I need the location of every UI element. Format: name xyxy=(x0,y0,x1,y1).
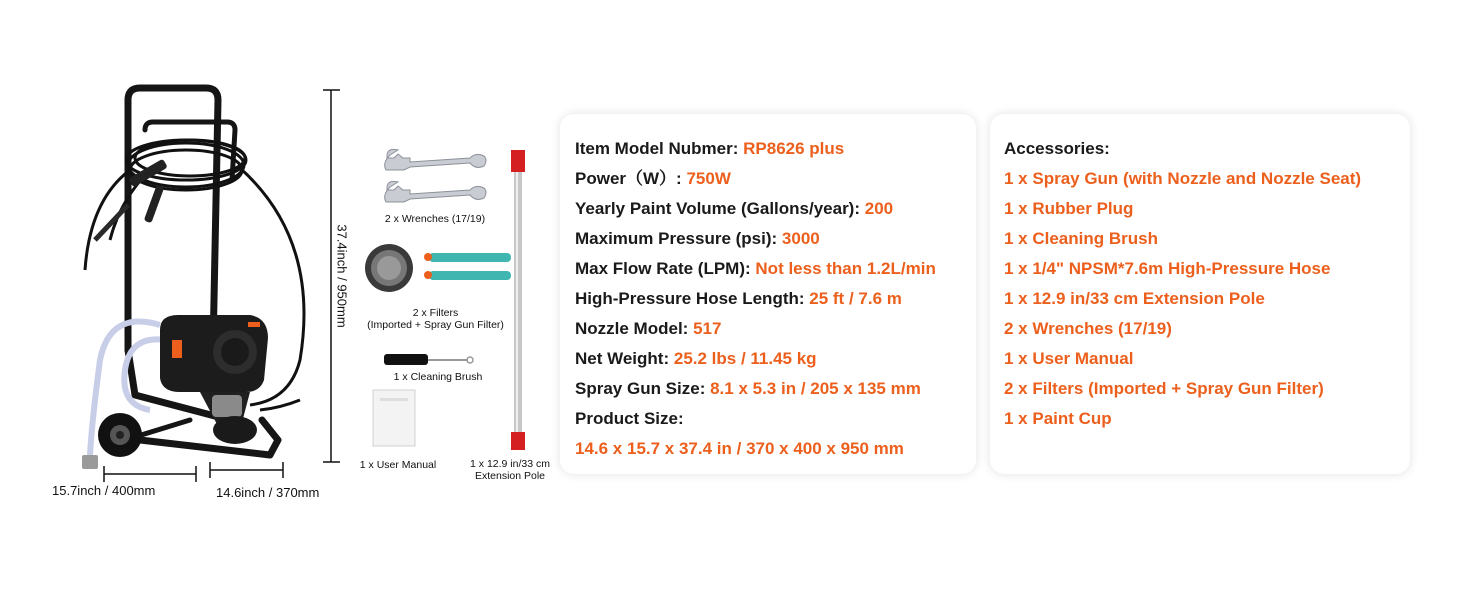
accessories-title: Accessories: xyxy=(1004,139,1110,158)
spec-label: Product Size: xyxy=(575,409,684,428)
wrenches-icon xyxy=(385,149,486,202)
spec-label: Nozzle Model: xyxy=(575,319,694,338)
spec-row-flow-rate xyxy=(575,254,976,284)
accessory-item: 1 x 1/4" NPSM*7.6m High-Pressure Hose xyxy=(1004,259,1331,278)
spec-row-model xyxy=(575,134,976,164)
spec-label: Max Flow Rate (LPM): xyxy=(575,259,756,278)
filters-label-line2: (Imported + Spray Gun Filter) xyxy=(367,319,504,332)
accessory-item: 1 x Spray Gun (with Nozzle and Nozzle Seat) xyxy=(1004,169,1362,188)
spec-row-product-size-value xyxy=(575,434,976,464)
spec-row-hose-length xyxy=(575,284,976,314)
cleaning-brush-icon xyxy=(384,354,473,365)
wrenches-label: 2 x Wrenches (17/19) xyxy=(384,213,486,225)
spec-value: 25 ft / 7.6 m xyxy=(809,289,902,308)
spec-row-power xyxy=(575,164,976,194)
paint-sprayer-image xyxy=(0,0,560,600)
accessory-item: 1 x Rubber Plug xyxy=(1004,199,1134,218)
spec-label: Maximum Pressure (psi): xyxy=(575,229,782,248)
spec-value: 8.1 x 5.3 in / 205 x 135 mm xyxy=(710,379,921,398)
wheel xyxy=(98,413,142,457)
extension-pole-icon xyxy=(511,150,525,450)
spec-label: Power（W）: xyxy=(575,169,687,188)
spec-value: 3000 xyxy=(781,229,820,248)
spec-row-max-pressure xyxy=(575,224,976,254)
accessory-item: 1 x 12.9 in/33 cm Extension Pole xyxy=(1004,289,1265,308)
accessory-item: 1 x User Manual xyxy=(1004,349,1134,368)
spec-value: 14.6 x 15.7 x 37.4 in / 370 x 400 x 950 mm xyxy=(575,439,904,458)
inlet-filter xyxy=(82,455,98,469)
pole-label-line1: 1 x 12.9 in/33 cm xyxy=(470,458,550,470)
accessory-item: 2 x Filters (Imported + Spray Gun Filter) xyxy=(1004,379,1324,398)
pole-label-line2: Extension Pole xyxy=(474,470,546,483)
width-dimension-lines xyxy=(104,462,283,482)
manual-label: 1 x User Manual xyxy=(359,459,437,471)
filters-label-line1: 2 x Filters xyxy=(412,307,459,319)
specifications-panel xyxy=(560,114,976,474)
gun-filters-icon xyxy=(424,253,511,280)
spec-label: Item Model Nubmer: xyxy=(575,139,744,158)
spec-row-nozzle-model xyxy=(575,314,976,344)
brush-label: 1 x Cleaning Brush xyxy=(393,371,483,383)
width-left-dimension-label: 15.7inch / 400mm xyxy=(52,483,156,498)
filters-label xyxy=(353,307,518,331)
spec-row-product-size-label xyxy=(575,404,976,434)
spec-label: Yearly Paint Volume (Gallons/year): xyxy=(575,199,865,218)
round-filter-icon xyxy=(365,244,413,292)
spec-label: Net Weight: xyxy=(575,349,674,368)
pole-label xyxy=(460,458,560,482)
accessory-item: 1 x Paint Cup xyxy=(1004,409,1112,428)
spec-value: 200 xyxy=(864,199,894,218)
height-dimension-label: 37.4inch / 950mm xyxy=(334,224,350,328)
product-illustration xyxy=(0,0,560,600)
spec-value: 25.2 lbs / 11.45 kg xyxy=(673,349,817,368)
spec-row-net-weight xyxy=(575,344,976,374)
spec-value: 517 xyxy=(693,319,722,338)
spec-value: RP8626 plus xyxy=(743,139,845,158)
spec-label: Spray Gun Size: xyxy=(575,379,711,398)
accessories-panel xyxy=(990,114,1410,474)
spec-row-yearly-volume xyxy=(575,194,976,224)
spec-label: High-Pressure Hose Length: xyxy=(575,289,810,308)
width-right-dimension-label: 14.6inch / 370mm xyxy=(216,485,320,500)
spec-value: 750W xyxy=(686,169,731,188)
spec-row-gun-size xyxy=(575,374,976,404)
spec-value: Not less than 1.2L/min xyxy=(755,259,936,278)
accessory-item: 1 x Cleaning Brush xyxy=(1004,229,1158,248)
user-manual-icon xyxy=(373,390,415,446)
accessory-item: 2 x Wrenches (17/19) xyxy=(1004,319,1172,338)
